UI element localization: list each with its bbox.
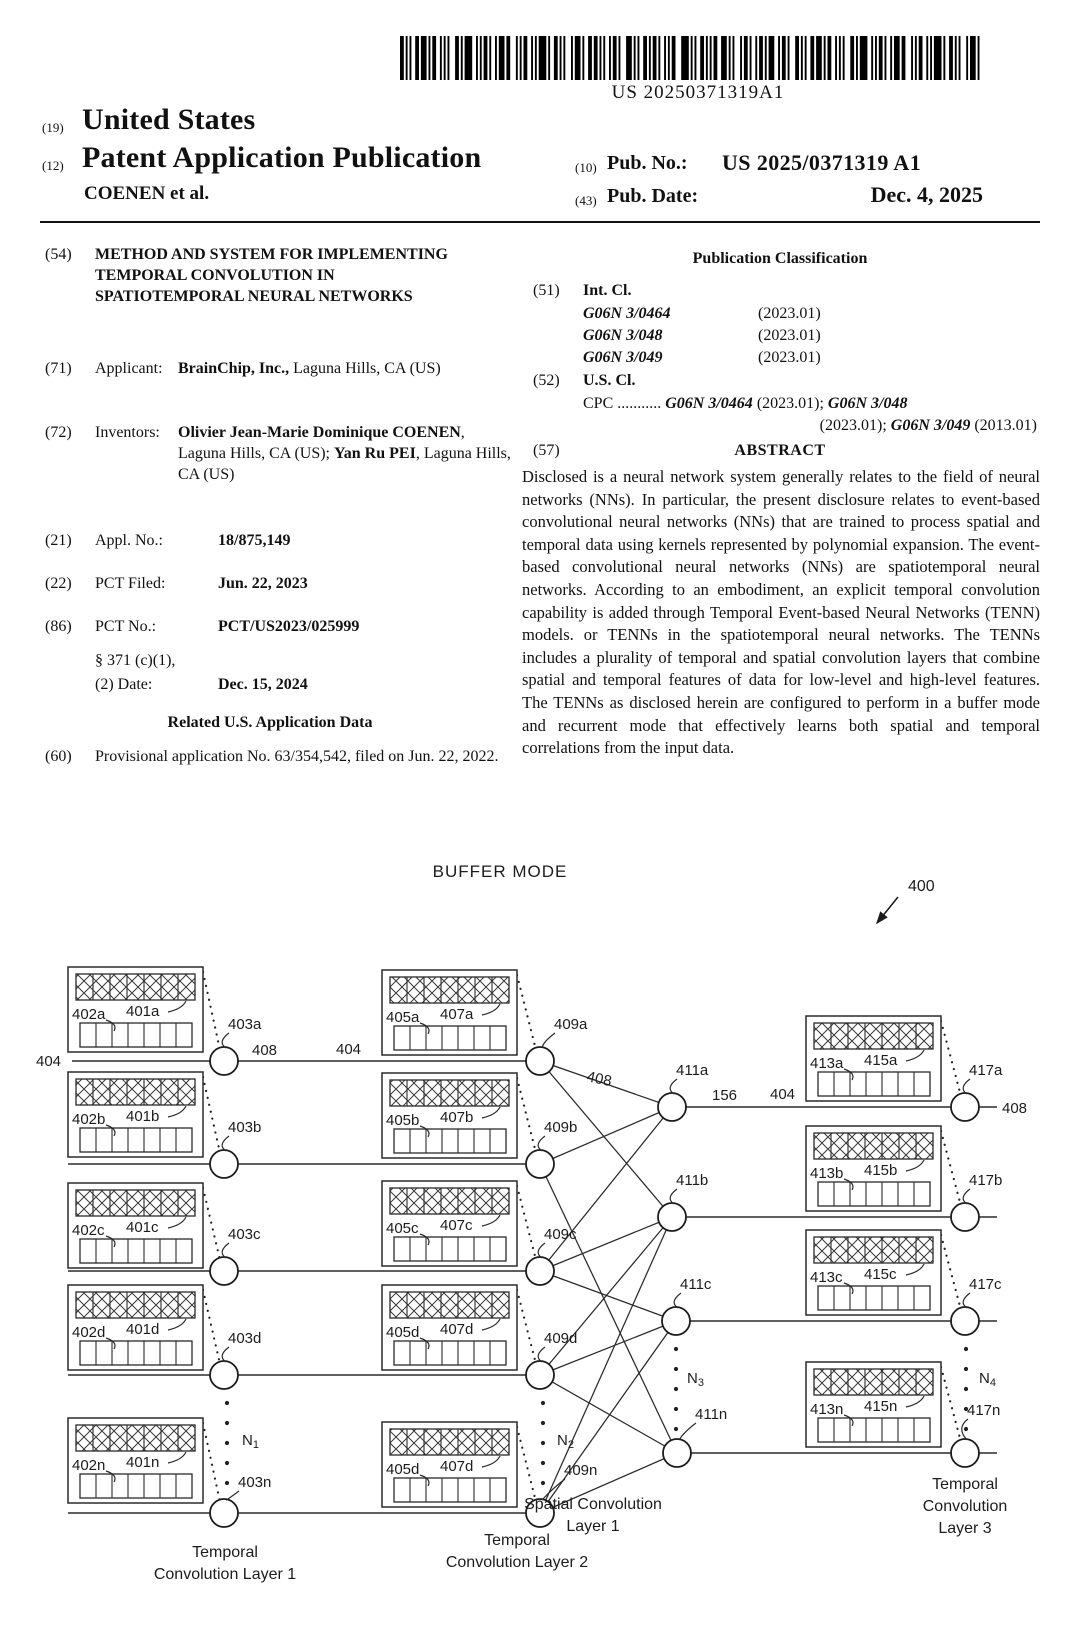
figure-ref-400: 400 [908,878,935,895]
field-54 [40,244,520,307]
box-label: 405c [386,1220,419,1237]
layer-caption: Temporal [484,1532,550,1549]
ellipsis-label: $N_1$ [242,1432,259,1451]
neuron-node [526,1257,554,1285]
related-data-heading: Related U.S. Application Data [167,714,373,731]
country: United States [82,103,256,136]
plain-buffer-bar [818,1286,930,1310]
node-label: 417c [969,1276,1002,1293]
box-label: 407d [440,1321,474,1338]
dotted-connector [941,1235,961,1310]
neuron-node [526,1047,554,1075]
hatched-buffer-bar [390,1292,509,1318]
appl-no: 18/875,149 [218,532,291,549]
cpc-code: G06N 3/048 [827,395,908,412]
neuron-node [662,1307,690,1335]
label-leader [222,1243,229,1258]
neuron-node [210,1361,238,1389]
box-label: 402d [72,1324,106,1341]
box-label: 401c [126,1219,159,1236]
node-label: 411n [695,1406,728,1423]
hatched-buffer-bar [390,977,509,1003]
neuron-node [663,1439,691,1467]
label-leader [222,1033,229,1048]
node-label: 403b [228,1119,262,1136]
dotted-connector [941,1131,961,1206]
ellipsis-dot [541,1461,545,1465]
hatched-buffer-bar [390,1080,509,1106]
ref-408: 408 [585,1068,614,1091]
cpc-dots: ........... [617,395,662,412]
label-leader [670,1079,677,1094]
ref-404: 404 [336,1041,362,1058]
plain-buffer-bar [394,1341,506,1365]
node-label: 411b [676,1172,709,1189]
box-label: 401b [126,1108,160,1125]
inventors-label: Inventors: [95,424,160,441]
field-54-num: (54) [45,246,72,263]
neuron-node [658,1203,686,1231]
ref-408: 408 [1002,1100,1028,1117]
ellipsis-dot [225,1441,229,1445]
plain-buffer-bar [818,1418,930,1442]
box-label: 405a [386,1009,420,1026]
ellipsis-dot [225,1401,229,1405]
neuron-node [951,1203,979,1231]
hatched-buffer-bar [390,1429,509,1455]
label-leader [538,1243,545,1258]
box-label: 401d [126,1321,160,1338]
ellipsis-dot [674,1407,678,1411]
ellipsis-label: $N_2$ [557,1432,574,1451]
dotted-connector [203,1290,220,1364]
box-label: 402a [72,1006,106,1023]
dotted-connector [517,1290,536,1364]
hatched-buffer-bar [76,974,195,1000]
node-label: 403a [228,1016,262,1033]
ref-400-arrow [877,897,898,923]
ref-408: 408 [252,1042,278,1059]
date2-label: (2) Date: [95,676,153,693]
label-leader [542,1033,555,1048]
layer-caption: Layer 1 [566,1518,620,1535]
label-leader [679,1423,696,1440]
pub-date: Dec. 4, 2025 [870,182,983,207]
hatched-buffer-bar [390,1188,509,1214]
dotted-connector [203,1188,220,1260]
label-leader [963,1079,970,1094]
invention-title: METHOD AND SYSTEM FOR IMPLEMENTING TEMPORAL CONVOLUTION IN SPATIOTEMPORAL NEURAL NETWORKS [95,246,448,306]
ellipsis-dot [541,1481,545,1485]
plain-buffer-bar [80,1023,192,1047]
hatched-buffer-bar [76,1292,195,1318]
dotted-connector [203,1423,220,1502]
plain-buffer-bar [394,1129,506,1153]
field-21-num: (21) [45,532,72,549]
field-57 [520,440,1000,461]
field-86-num: (86) [45,618,72,635]
date2: Dec. 15, 2024 [218,676,308,693]
field-22-num: (22) [45,575,72,592]
pub-class-heading: Publication Classification [692,250,868,267]
hatched-buffer-bar [76,1425,195,1451]
ref-404: 404 [36,1053,62,1070]
ellipsis-dot [541,1421,545,1425]
box-label: 415n [864,1398,898,1415]
node-label: 409b [544,1119,578,1136]
cpc-code: G06N 3/049 [890,417,971,434]
neuron-node [526,1361,554,1389]
box-label: 407d [440,1458,474,1475]
box-label: 402n [72,1457,106,1474]
box-label: 402b [72,1111,106,1128]
cpc-code: G06N 3/0464 [665,395,753,412]
neuron-node [951,1439,979,1467]
pub-no: US 2025/0371319 A1 [722,150,922,175]
plain-buffer-bar [818,1182,930,1206]
int-cl-ver: (2023.01) [758,327,821,344]
plain-buffer-bar [80,1341,192,1365]
pct-no: PCT/US2023/025999 [218,618,360,635]
int-cl-code: G06N 3/0464 [583,305,671,322]
hatched-buffer-bar [76,1190,195,1216]
node-label: 409a [554,1016,588,1033]
layer-caption: Layer 3 [938,1520,992,1537]
layer-caption: Temporal [932,1476,998,1493]
cpc-line-1: CPC ........... G06N 3/0464 (2023.01); G06N 3/048 [583,395,908,412]
dotted-connector [203,972,220,1050]
sec-371: § 371 (c)(1), [95,652,176,669]
ref-404: 404 [770,1086,796,1103]
node-label: 411c [680,1276,712,1293]
int-cl-code: G06N 3/049 [583,349,663,366]
neuron-node [951,1307,979,1335]
doc-type: Patent Application Publication [82,141,482,174]
ellipsis-label: $N_4$ [979,1370,996,1389]
int-cl-code: G06N 3/048 [583,327,663,344]
label-leader [222,1136,229,1151]
label-leader [963,1293,970,1308]
plain-buffer-bar [80,1128,192,1152]
hatched-buffer-bar [814,1133,933,1159]
ellipsis-dot [541,1441,545,1445]
pub-no-label: Pub. No.: [607,152,688,174]
label-leader [670,1189,677,1204]
box-label: 401n [126,1454,160,1471]
pct-no-label: PCT No.: [95,618,157,635]
field-52-num: (52) [533,372,560,389]
int-cl-label: Int. Cl. [583,282,632,299]
ellipsis-dot [225,1421,229,1425]
connector-line [540,1217,672,1513]
node-label: 409d [544,1330,578,1347]
applicant-label: Applicant: [95,360,163,377]
dotted-connector [941,1367,961,1442]
neuron-node [526,1150,554,1178]
pct-filed: Jun. 22, 2023 [218,575,308,592]
provisional-text: Provisional application No. 63/354,542, filed on Jun. 22, 2022. [95,748,499,765]
ellipsis-label: $N_3$ [687,1370,704,1389]
ellipsis-dot [541,1401,545,1405]
dotted-connector [517,1078,536,1153]
neuron-node [210,1499,238,1527]
box-label: 402c [72,1222,105,1239]
applicant-value: BrainChip, Inc., Laguna Hills, CA (US) [178,360,441,377]
plain-buffer-bar [80,1239,192,1263]
connector-line [540,1164,677,1453]
node-label: 403d [228,1330,262,1347]
layer-caption: Convolution [922,1498,1008,1515]
dotted-connector [517,1427,536,1502]
label-leader [538,1136,545,1151]
barcode-text: US 20250371319A1 [611,82,785,103]
ref-156: 156 [712,1087,738,1104]
kind-code-10: (10) [575,160,597,175]
layer-caption: Temporal [192,1544,258,1561]
ellipsis-dot [964,1387,968,1391]
int-cl-ver: (2023.01) [758,305,821,322]
field-72-num: (72) [45,424,72,441]
authors: COENEN et al. [84,183,210,204]
ellipsis-dot [225,1481,229,1485]
node-label: 417b [969,1172,1003,1189]
box-label: 413n [810,1401,844,1418]
ellipsis-dot [674,1347,678,1351]
node-label: 417n [967,1402,1001,1419]
cpc-label: CPC [583,395,614,412]
field-72 [40,422,520,485]
us-cl-label: U.S. Cl. [583,372,636,389]
label-leader [226,1491,239,1500]
ellipsis-dot [674,1427,678,1431]
hatched-buffer-bar [814,1369,933,1395]
box-label: 413a [810,1055,844,1072]
kind-code-12: (12) [42,158,64,173]
neuron-node [951,1093,979,1121]
box-label: 415a [864,1052,898,1069]
cpc-line-2: (2023.01); G06N 3/049 (2013.01) [819,417,1037,434]
box-label: 401a [126,1003,160,1020]
kind-code-19: (19) [42,120,64,135]
field-71-num: (71) [45,360,72,377]
appl-no-label: Appl. No.: [95,532,163,549]
ellipsis-dot [964,1427,968,1431]
field-60-num: (60) [45,748,72,765]
label-leader [674,1293,681,1308]
pub-date-label: Pub. Date: [607,185,699,207]
box-label: 405d [386,1461,420,1478]
box-label: 407a [440,1006,474,1023]
ellipsis-dot [225,1461,229,1465]
label-leader [222,1347,229,1362]
dotted-connector [517,975,536,1050]
neuron-node [658,1093,686,1121]
dotted-connector [941,1021,961,1096]
layer-caption: Convolution Layer 2 [445,1554,589,1571]
ellipsis-dot [964,1347,968,1351]
ellipsis-dot [674,1387,678,1391]
plain-buffer-bar [394,1026,506,1050]
plain-buffer-bar [818,1072,930,1096]
hatched-buffer-bar [814,1237,933,1263]
inventors-value: Olivier Jean-Marie Dominique COENEN, Laguna Hills, CA (US); Yan Ru PEI, Laguna Hills, CA (US) [178,424,511,484]
abstract-heading: ABSTRACT [734,442,826,459]
neuron-node [210,1047,238,1075]
node-label: 409n [564,1462,598,1479]
plain-buffer-bar [394,1237,506,1261]
box-label: 405d [386,1324,420,1341]
kind-code-43: (43) [575,193,597,208]
ellipsis-dot [674,1367,678,1371]
int-cl-ver: (2023.01) [758,349,821,366]
field-57-num: (57) [533,442,560,459]
header-divider [40,221,1040,223]
node-label: 403c [228,1226,261,1243]
hatched-buffer-bar [76,1079,195,1105]
label-leader [963,1189,970,1204]
field-60 [40,746,520,767]
node-label: 409c [544,1226,577,1243]
barcode [400,36,996,80]
box-label: 413b [810,1165,844,1182]
figure-buffer-mode [30,855,1050,1620]
box-label: 415c [864,1266,897,1283]
neuron-node [210,1150,238,1178]
field-51-num: (51) [533,282,560,299]
box-label: 415b [864,1162,898,1179]
label-leader [538,1347,545,1362]
box-label: 407b [440,1109,474,1126]
pct-filed-label: PCT Filed: [95,575,166,592]
figure-title: BUFFER MODE [432,862,568,881]
neuron-node [210,1257,238,1285]
box-label: 405b [386,1112,420,1129]
abstract-text: Disclosed is a neural network system generally relates to the field of neural networks (NNs). In particular, the present disclosure relates to event-based convolutional neural networks (NNs) that are trained to process spatial and temporal data using kernels represented by polynomial expansion. The event-based convolutional neural networks (NNs) are spatiotemporal neural networks. According to an embodiment, an explicit temporal convolution capability is added through Temporal Event-based Neural Networks (TENN) models. or TENNs in the spatiotemporal neural networks. The TENNs includes a plurality of temporal and spatial convolution layers that combine spatial and temporal features of data for low-level and high-level features. The TENNs as disclosed herein are configured to perform in a buffer mode and recurrent mode that effectively learns both spatial and temporal correlations from the input data. [522,467,1040,758]
plain-buffer-bar [80,1474,192,1498]
layer-caption: Convolution Layer 1 [153,1566,297,1583]
box-label: 413c [810,1269,843,1286]
box-label: 407c [440,1217,473,1234]
node-label: 417a [969,1062,1003,1079]
node-label: 411a [676,1062,709,1079]
node-label: 403n [238,1474,272,1491]
connector-line [540,1271,676,1321]
plain-buffer-bar [394,1478,506,1502]
hatched-buffer-bar [814,1023,933,1049]
ellipsis-dot [964,1367,968,1371]
dotted-connector [203,1077,220,1153]
dotted-connector [517,1186,536,1260]
field-71 [40,358,520,379]
layer-caption: Spatial Convolution [524,1496,662,1513]
